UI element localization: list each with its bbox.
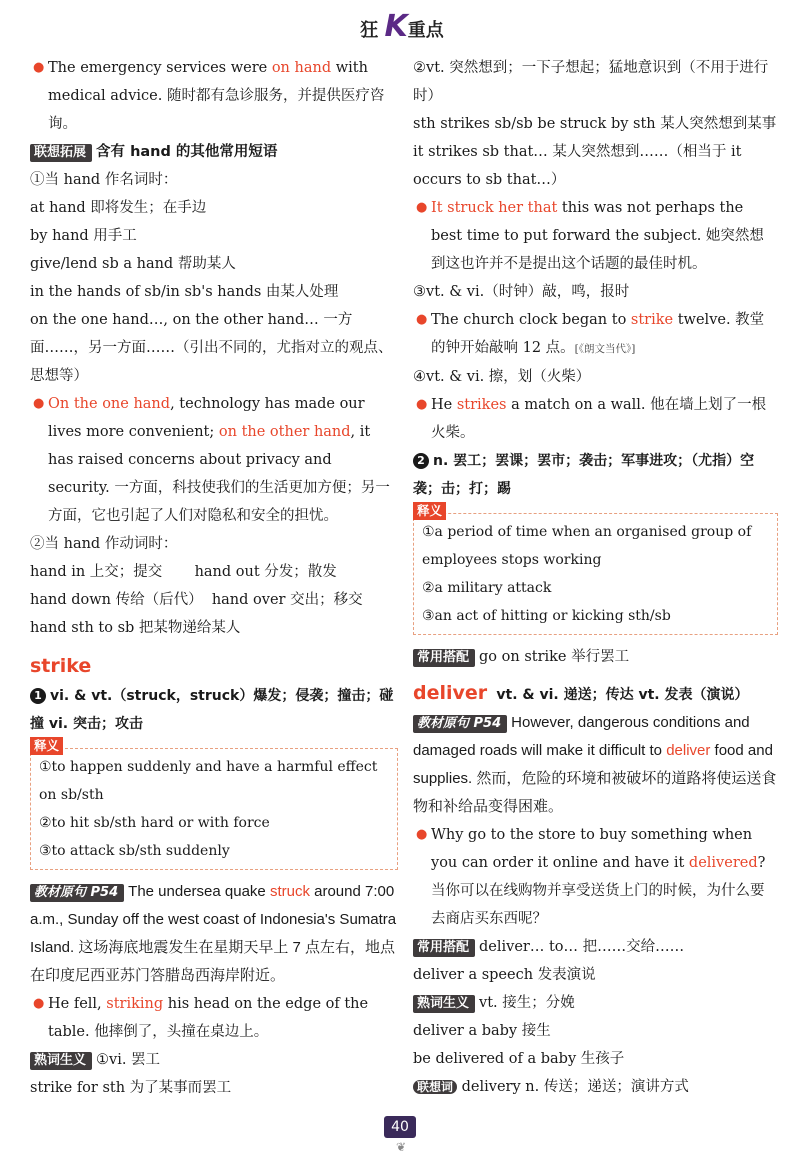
example-sentence: [30, 54, 398, 138]
sense-box: [30, 738, 398, 870]
text: go on strike 举行罢工: [479, 649, 630, 665]
strike-noun-definition: [413, 447, 778, 503]
highlight: striking: [106, 996, 164, 1012]
example-sentence: [413, 821, 778, 933]
phrase: hand in 上交；提交: [30, 564, 163, 580]
collocation-row: [413, 643, 778, 671]
shuci-row: [413, 989, 778, 1017]
phrase: hand over 交出；移交: [211, 592, 363, 608]
text: The church clock began to: [431, 312, 631, 328]
left-column: [30, 54, 398, 1102]
sense-box: [413, 503, 778, 635]
text: his head on the edge of the table. 他摔倒了，头撞在桌边上。: [48, 996, 369, 1040]
text: The undersea quake: [128, 883, 270, 900]
text: ? 当你可以在线购物并享受送货上门的时候，为什么要去商店买东西呢？: [431, 855, 766, 927]
text: food and supplies. 然而，危险的环境和被破坏的道路将使运送食物和补给品变得困难。: [413, 742, 777, 815]
headword-deliver: [413, 679, 778, 709]
textbook-source: [413, 709, 778, 821]
phrase-row: [30, 558, 398, 586]
sense-tag: 释义: [30, 737, 63, 755]
phrase: hand down 传给（后代）: [30, 592, 203, 608]
sense-number-icon: 1: [30, 688, 46, 704]
shuci-tag: 熟词生义: [413, 995, 475, 1013]
book-logo: [352, 4, 452, 50]
phrase: on the one hand…, on the other hand… 一方面……，另一方面……（引出不同的，尤指对立的观点、思想等）: [30, 312, 393, 384]
sense-tag: 释义: [413, 502, 446, 520]
text: , technology has made our lives more convenient;: [48, 396, 365, 440]
example-sentence: [413, 194, 778, 278]
text: around 7:00 a.m., Sunday off the west coast of Indonesia's Sumatra Island. 这场海底地震发生在星期天早上 7 点左右，地点在印度尼西亚苏门答腊岛西海岸附近。: [30, 883, 397, 984]
definition: vt. & vi. 递送；传达 vt. 发表（演说）: [496, 687, 749, 703]
highlight: It struck her that: [431, 200, 558, 216]
highlight: on hand: [271, 60, 332, 76]
shuci-row: [30, 1046, 398, 1074]
text: He fell,: [48, 996, 107, 1012]
noun-intro: ①当 hand 作名词时：: [30, 172, 178, 188]
collocation-row: [413, 933, 778, 961]
bullet-dot-icon: ●: [416, 827, 428, 842]
headword: deliver: [413, 682, 488, 704]
text: ①vi. 罢工: [96, 1052, 161, 1068]
highlight: strike: [630, 312, 674, 328]
phrase: in the hands of sb/in sb's hands 由某人处理: [30, 284, 339, 300]
association-tag: 联想词: [413, 1080, 457, 1094]
sense: ②vt. 突然想到；一下子想起；猛地意识到（不用于进行时）: [413, 60, 769, 104]
example-sentence: [413, 306, 778, 363]
logo-left-text: 狂: [360, 20, 379, 41]
phrase: it strikes sb that… 某人突然想到……（相当于 it occurs to sb that…）: [413, 144, 742, 188]
example-sentence: [413, 391, 778, 447]
right-column: [413, 54, 778, 1101]
association-row: [413, 1073, 778, 1101]
phrase: give/lend sb a hand 帮助某人: [30, 256, 236, 272]
highlight: strikes: [456, 397, 507, 413]
phrase: deliver a baby 接生: [413, 1023, 551, 1039]
phrase: deliver a speech 发表演说: [413, 967, 596, 983]
highlight: on the other hand: [218, 424, 351, 440]
phrase: sth strikes sb/sb be struck by sth 某人突然想到某事: [413, 116, 777, 132]
highlight: delivered: [688, 855, 758, 871]
phrase: be delivered of a baby 生孩子: [413, 1051, 625, 1067]
page-header: [0, 0, 800, 52]
phrase: hand sth to sb 把某物递给某人: [30, 620, 241, 636]
text: He: [431, 397, 457, 413]
sense: ①a period of time when an organised group of employees stops working: [422, 524, 752, 568]
sense: ①to happen suddenly and have a harmful effect on sb/sth: [39, 759, 378, 803]
assoc-title: 含有 hand 的其他常用短语: [96, 144, 278, 160]
collocation-tag: 常用搭配: [413, 939, 475, 957]
highlight: struck: [269, 883, 310, 900]
text: this was not perhaps the best time to put forward the subject. 她突然想到这也许并不是提出这个话题的最佳时机。: [431, 200, 764, 272]
phrase-row: [30, 586, 398, 614]
text: vt. 接生；分娩: [479, 995, 575, 1011]
headword-strike: [30, 652, 398, 682]
definition: vi. & vt.（struck，struck）爆发；侵袭；撞击；碰撞 vi. 突击；攻击: [30, 688, 394, 732]
text: The emergency services were: [48, 60, 272, 76]
strike-definition: [30, 682, 398, 738]
text: delivery n. 传送；递送；演讲方式: [461, 1079, 689, 1095]
citation: [《朗文当代》]: [574, 343, 636, 355]
highlight: deliver: [666, 742, 711, 759]
logo-k-letter: K: [384, 9, 408, 44]
text: Why go to the store to buy something when you can order it online and have it: [431, 827, 753, 871]
leaf-ornament-icon: ❦: [395, 1140, 407, 1154]
source-tag: 教材原句 P54: [30, 884, 124, 902]
phrase: hand out 分发；散发: [194, 564, 337, 580]
bullet-dot-icon: ●: [416, 397, 428, 412]
textbook-source: [30, 878, 398, 990]
bullet-dot-icon: ●: [33, 396, 45, 411]
source-tag: 教材原句 P54: [413, 715, 507, 733]
shuci-tag: 熟词生义: [30, 1052, 92, 1070]
assoc-tag: 联想拓展: [30, 144, 92, 162]
text: , it has raised concerns about privacy and security. 一方面，科技使我们的生活更加方便；另一方面，它也引起了人们对隐私和安全的担忧。: [48, 424, 390, 524]
verb-intro: ②当 hand 作动词时：: [30, 536, 178, 552]
headword: strike: [30, 655, 92, 677]
example-sentence: [30, 390, 398, 530]
collocation-tag: 常用搭配: [413, 649, 475, 667]
logo-right-text: 重点: [407, 20, 444, 41]
phrase: by hand 用手工: [30, 228, 137, 244]
text: deliver… to… 把……交给……: [479, 939, 685, 955]
bullet-dot-icon: ●: [416, 200, 428, 215]
bullet-dot-icon: ●: [33, 60, 45, 75]
assoc-heading: [30, 138, 398, 166]
text: twelve. 教堂的钟开始敲响 12 点。: [431, 312, 765, 356]
sense: ③to attack sb/sth suddenly: [39, 843, 230, 859]
page-number: 40: [384, 1116, 416, 1138]
text: with medical advice. 随时都有急诊服务，并提供医疗咨询。: [48, 60, 385, 132]
phrase: at hand 即将发生；在手边: [30, 200, 207, 216]
sense: ②a military attack: [422, 580, 552, 596]
phrase: strike for sth 为了某事而罢工: [30, 1080, 232, 1096]
text: a match on a wall. 他在墙上划了一根火柴。: [431, 397, 767, 441]
text: However, dangerous conditions and damaged roads will make it difficult to: [413, 714, 750, 759]
sense: ④vt. & vi. 擦，划（火柴）: [413, 369, 591, 385]
bullet-dot-icon: ●: [416, 312, 428, 327]
definition: n. 罢工；罢课；罢市；袭击；军事进攻；（尤指）空袭；击；打；踢: [413, 453, 755, 497]
example-sentence: [30, 990, 398, 1046]
sense: ③vt. & vi.（时钟）敲，鸣，报时: [413, 284, 630, 300]
sense-number-icon: 2: [413, 453, 429, 469]
sense: ③an act of hitting or kicking sth/sb: [422, 608, 671, 624]
bullet-dot-icon: ●: [33, 996, 45, 1011]
sense: ②to hit sb/sth hard or with force: [39, 815, 270, 831]
highlight: On the one hand: [48, 396, 171, 412]
